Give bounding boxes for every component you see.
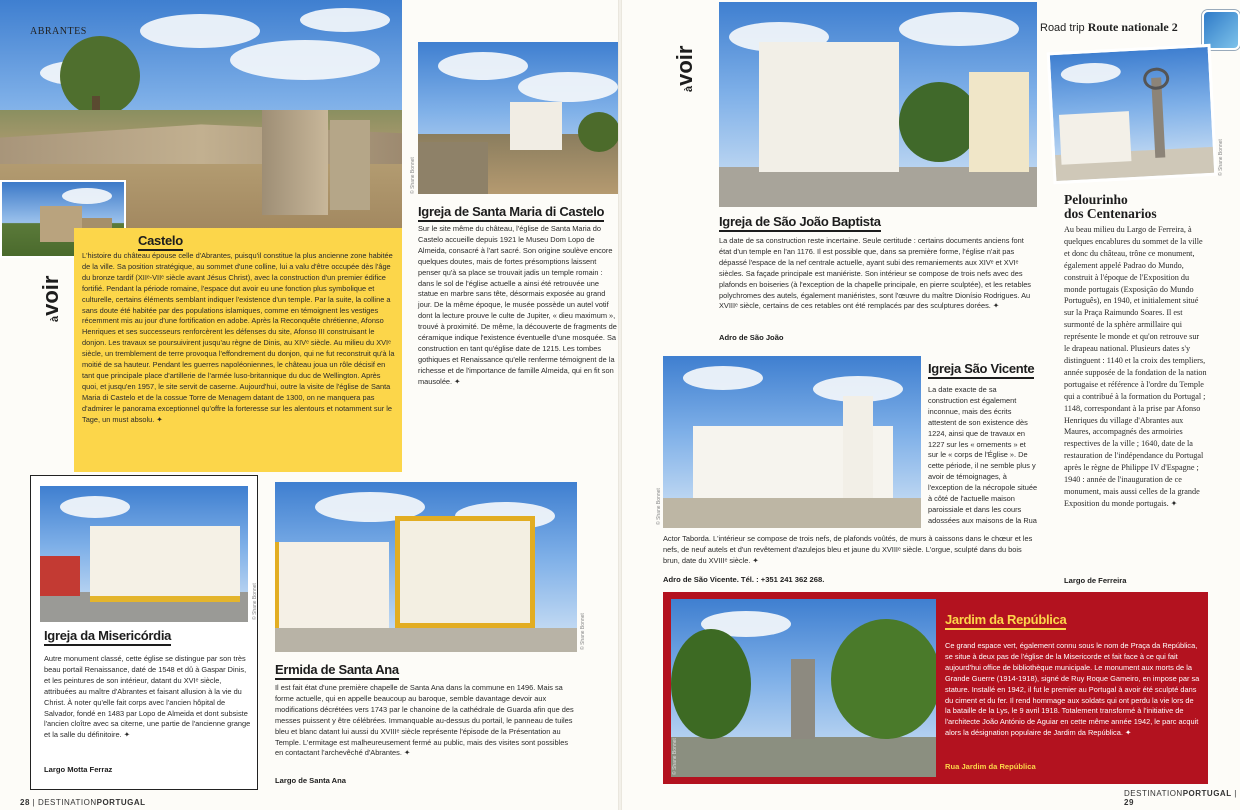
jardim-body: Ce grand espace vert, également connu sous le nom de Praça da República, se situe à deux pas de l'église de la Misericorde et fait face à ce qui fait aujourd'hui office de bibliothèque municipale. Le monument aux morts de la Grande Guerre (1914-1918), signé de Ruy Roque Gameiro, en impose par sa stature. Installé en 1942, il fut le premier au Portugal à avoir été sculpté dans du ciment et du fer. Il rend hommage aux soldats qui ont perdu la vie lors de la bataille de la Lys, le 9 avril 1918. Totalement transformé à l'initiative de l'architecte João António de Aguiar en cette même année 1942, le parc acquit alors la désignation populaire de Jardim da República. ✦ <box>945 641 1200 738</box>
sao-joao-address: Adro de São João <box>719 333 784 342</box>
misericordia-photo <box>40 486 248 622</box>
photo-credit: © Shane Bonnet <box>1218 139 1224 176</box>
sao-vicente-body-bottom: Actor Taborda. L'intérieur se compose de trois nefs, de plafonds voûtés, de murs à caissons dans le chœur et les nefs, de neuf autels et d'un revêtement d'azulejos bleu et jaune du XVIIIᵉ siècle. L'orgue, sculpté dans du bois brun, date du XVIIIᵉ siècle. ✦ <box>663 534 1033 565</box>
photo-credit: © Shane Bonnet <box>580 613 586 650</box>
page-gutter <box>618 0 622 810</box>
a-voir-marker-left: àvoir <box>38 275 63 322</box>
footer-left: 28 | DESTINATIONPORTUGAL <box>20 798 146 807</box>
series-header: Road trip Route nationale 2 <box>1040 20 1178 34</box>
pelourinho-title: Pelourinho dos Centenarios <box>1064 192 1157 221</box>
photo-credit: © Shane Bonnet <box>410 157 416 194</box>
pelourinho-photo <box>1047 44 1218 184</box>
sao-joao-title: Igreja de São João Baptista <box>719 214 881 232</box>
castelo-title: Castelo <box>138 233 183 251</box>
santa-ana-photo <box>275 482 577 652</box>
a-voir-marker-right: àvoir <box>672 45 697 92</box>
pelourinho-body: Au beau milieu du Largo de Ferreira, à quelques encablures du sommet de la ville et donc du château, trône ce monument, également appelé Padrao do Mundo, construit à l'époque de l'Exposition du monde portugais (Exposição do Mundo Português), en 1940, et initialement situé sur la Praça Raimundo Soares. Il est surmonté de la sphère armillaire qui représente le monde et qu'on retrouve sur le drapeau national. Plusieurs dates s'y distinguent : 1140 et la croix des templiers, année supposée de la fondation de la nation portugaise et référence à l'ordre du Temple qui a contribué à la formation du Portugal ; 1148, correspondant à la prise par Afonso Henriques du village d'Abrantes aux Maures, accompagnés des armoiries respectives de la ville ; 1640, date de la restauration de l'indépendance du Portugal après le règne de Philippe IV d'Espagne ; 1940 : année de l'inauguration de ce monument, mais aussi celles de la grande Exposition du monde portugais. ✦ <box>1064 225 1207 508</box>
jardim-address: Rua Jardim da República <box>945 762 1036 771</box>
santa-maria-photo <box>418 42 620 194</box>
santa-ana-address: Largo de Santa Ana <box>275 776 347 785</box>
misericordia-address: Largo Motta Ferraz <box>44 765 113 774</box>
santa-maria-title: Igreja de Santa Maria di Castelo <box>418 204 604 222</box>
santa-ana-body: Il est fait état d'une première chapelle de Santa Ana dans la commune en 1496. Mais sa forme actuelle, qui en appelle beaucoup au baroque, semble davantage devoir aux modifications décrétées vers 1743 par le chanoine de la cathédrale de Guarda afin que des messes puissent y être célébrées. Immanquable au-dessus du portail, le panneau de tuiles bleu et blanc datant lui aussi du XVIIIᵉ siècle représente l'épisode de la Présentation au Temple. L'ermitage est malheureusement fermé au public, mais des visites sont possibles en contactant l'archevêché d'Abrantes. ✦ <box>275 683 574 758</box>
pelourinho-address: Largo de Ferreira <box>1064 576 1127 585</box>
castelo-body: L'histoire du château épouse celle d'Abrantes, puisqu'il constitue la plus ancienne zone habitée de la ville. Sa position stratégique, au sommet d'une colline, lui a valu d'être occupée dès l'âge du bronze tardif (XIIᵉ-VIIᵉ siècle avant Jésus Christ), avec la construction d'un premier édifice fortifié. Pendant la période romaine, l'espace dut avoir eu une fonction plus symbolique et culturelle, certains éléments semblant indiquer l'existence d'un temple. Par la suite, la colline a sans doute été habitée par des populations islamiques, comme en témoignent les vestiges récemment mis au jour d'une fortification en adobe. Après la Reconquête chrétienne, Afonso Henriques et ses successeurs renforcèrent les défenses du site, Afonso III construisant le donjon. Les travaux se poursuivirent jusqu'au règne de Dinis, au XIVᵉ siècle. Au milieu du XVIᵉ siècle, un tremblement de terre provoqua l'effondrement du donjon, qui ne fut reconstruit qu'à la moitié de sa hauteur. Pendant les guerres napoléoniennes, le château joua un rôle décisif en tant que principale place d'artillerie de l'armée luso-britannique du duc de Wellington. Après quoi, et jusqu'en 1957, le site servit de caserne. Aujourd'hui, outre la visite de l'église de Santa Maria di Castelo et de la cossue Torre de Menagem datant de 1300, on ne manquera pas d'admirer le panorama exceptionnel qu'offre la forteresse sur les alentours et notamment sur le Tage, un must absolu. ✦ <box>82 251 395 424</box>
misericordia-title: Igreja da Misericórdia <box>44 628 171 646</box>
footer-right: DESTINATIONPORTUGAL | 29 <box>1124 789 1237 807</box>
sao-joao-body: La date de sa construction reste incertaine. Seule certitude : certains documents anciens font état d'un temple en l'an 1176. Il est possible que, dans sa première forme, l'église n'ait pas dépassé l'espace de la nef centrale actuelle, ayant subi des remaniements aux XIVᵉ et XVIᵉ siècles. Sa façade principale est maniériste. Son intérieur se compose de trois nefs avec des plafonds en boiseries (à l'exception de la chapelle principale, en pierre sculptée), et les retables polychromes des autels, également maniéristes, sont l'œuvre du maître Dionísio Rodrigues. Au XVIIIᵉ siècle, certains de ces retables ont été remplacés par des sculptures dorées. ✦ <box>719 236 1032 311</box>
sao-vicente-photo <box>663 356 921 528</box>
jardim-photo <box>671 599 936 777</box>
santa-ana-title: Ermida de Santa Ana <box>275 662 399 680</box>
photo-credit: © Shane Bonnet <box>672 738 678 775</box>
sao-joao-photo <box>719 2 1037 207</box>
misericordia-body: Autre monument classé, cette église se distingue par son très beau portail Renaissance, daté de 1548 et dû à Gaspar Dinis, et les peintures de son intérieur, datant du XVIᵉ siècle, attribuées au maître d'Abrantes et faisant allusion à la vie du Christ. À noter qu'elle fait corps avec l'ancien hôpital de Salvador, fondé en 1483 par Lopo de Almeida et dont subsiste l'ancien cloître avec sa citerne, une partie de l'ancienne grange et la salle du définitoire. ✦ <box>44 654 251 740</box>
photo-credit: © Shane Bonnet <box>656 488 662 525</box>
sao-vicente-title: Igreja São Vicente <box>928 361 1034 379</box>
jardim-title: Jardim da República <box>945 612 1066 630</box>
santa-maria-body: Sur le site même du château, l'église de Santa Maria do Castelo accueille depuis 1921 le Museu Dom Lopo de Almeida, consacré à l'art sacré. Son origine soulève encore quelques doutes, mais de fortes présomptions laissent penser qu'à sa place se trouvait jadis un temple romain : dans le sol de l'église actuelle a ainsi été retrouvée une statue en marbre sans tête, désormais exposée au grand jour. De la même époque, le musée possède un autel votif dont la lecture prouve le culte de Jupiter, « dieu maximum », trouvé à proximité. De même, la découverte de fragments de céramique indique l'existence éventuelle d'une mosquée. Sa construction en tant qu'église date de 1215. Les tombes gothiques et Renaissance qu'elle renferme témoignent de la richesse et de l'importance de famille Almeida, qui en fit son mausolée. ✦ <box>418 224 617 386</box>
city-label: ABRANTES <box>30 26 87 37</box>
photo-credit: © Shane Bonnet <box>252 583 258 620</box>
sao-vicente-body-top: La date exacte de sa construction est également inconnue, mais des écrits attestent de son existence dès 1224, ainsi que de travaux en 1227 sur les « ornements » et sur le « corps de l'Église ». De cette période, il ne semble plus y avoir de témoignages, à l'exception de la nécropole située à côté de l'actuelle maison paroissiale et dans les cours adossées aux maisons de la Rua <box>928 385 1038 525</box>
sao-vicente-address: Adro de São Vicente. Tél. : +351 241 362 268. <box>663 575 825 584</box>
